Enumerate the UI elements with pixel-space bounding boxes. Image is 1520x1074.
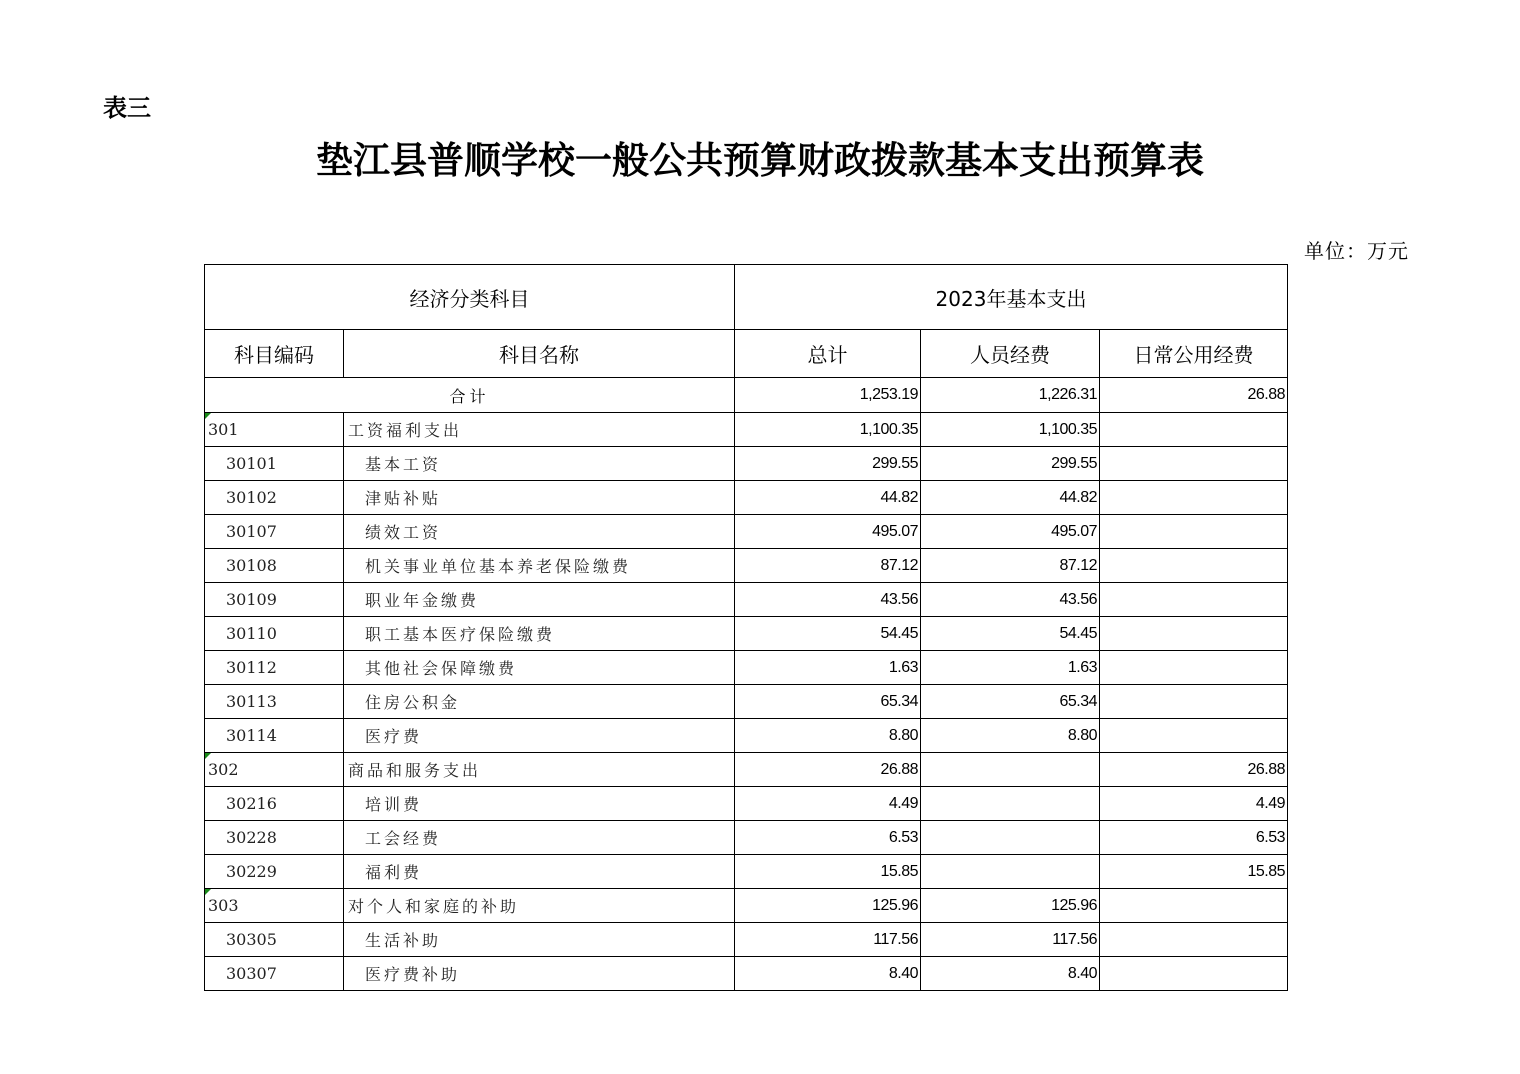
cell-code	[205, 889, 344, 923]
cell-name: 工资福利支出	[344, 413, 735, 447]
cell-personnel	[921, 787, 1100, 821]
table-row	[205, 685, 1288, 719]
cell-code: 30112	[205, 651, 344, 685]
cell-public	[1100, 685, 1288, 719]
cell-name: 绩效工资	[344, 515, 735, 549]
cell-total: 8.80	[735, 719, 921, 753]
cell-public	[1100, 923, 1288, 957]
table-row	[205, 719, 1288, 753]
cell-public	[1100, 413, 1288, 447]
cell-code: 30228	[205, 821, 344, 855]
cell-total: 1,100.35	[735, 413, 921, 447]
cell-name: 机关事业单位基本养老保险缴费	[344, 549, 735, 583]
table-row	[205, 889, 1288, 923]
cell-public	[1100, 617, 1288, 651]
table-row	[205, 651, 1288, 685]
cell-code: 30229	[205, 855, 344, 889]
cell-name: 职工基本医疗保险缴费	[344, 617, 735, 651]
header-row-columns	[205, 330, 1288, 378]
header-name: 科目名称	[344, 330, 735, 378]
cell-marker-icon	[205, 753, 211, 759]
cell-code: 30101	[205, 447, 344, 481]
cell-code-text: 303	[208, 896, 239, 915]
cell-public	[1100, 549, 1288, 583]
table-row	[205, 515, 1288, 549]
cell-personnel	[921, 821, 1100, 855]
cell-public: 15.85	[1100, 855, 1288, 889]
cell-personnel: 43.56	[921, 583, 1100, 617]
cell-public	[1100, 889, 1288, 923]
table-row	[205, 957, 1288, 991]
cell-total: 117.56	[735, 923, 921, 957]
cell-public: 4.49	[1100, 787, 1288, 821]
document-title: 垫江县普顺学校一般公共预算财政拨款基本支出预算表	[316, 138, 1204, 182]
cell-public	[1100, 651, 1288, 685]
cell-name: 津贴补贴	[344, 481, 735, 515]
cell-total: 44.82	[735, 481, 921, 515]
cell-code: 30108	[205, 549, 344, 583]
header-public: 日常公用经费	[1100, 330, 1288, 378]
cell-total: 87.12	[735, 549, 921, 583]
cell-total: 125.96	[735, 889, 921, 923]
table-row	[205, 549, 1288, 583]
cell-code-text: 301	[208, 420, 239, 439]
cell-personnel: 1,100.35	[921, 413, 1100, 447]
total-total: 1,253.19	[735, 378, 921, 413]
cell-personnel: 117.56	[921, 923, 1100, 957]
cell-code: 30102	[205, 481, 344, 515]
cell-name: 工会经费	[344, 821, 735, 855]
cell-total: 26.88	[735, 753, 921, 787]
header-total: 总计	[735, 330, 921, 378]
cell-total: 6.53	[735, 821, 921, 855]
cell-personnel: 8.40	[921, 957, 1100, 991]
cell-code: 30107	[205, 515, 344, 549]
cell-name: 住房公积金	[344, 685, 735, 719]
header-econ-category: 经济分类科目	[205, 265, 735, 330]
cell-name: 基本工资	[344, 447, 735, 481]
cell-public	[1100, 447, 1288, 481]
cell-personnel: 87.12	[921, 549, 1100, 583]
cell-total: 54.45	[735, 617, 921, 651]
table-row	[205, 481, 1288, 515]
cell-code: 30109	[205, 583, 344, 617]
cell-public: 26.88	[1100, 753, 1288, 787]
cell-code: 30216	[205, 787, 344, 821]
cell-name: 培训费	[344, 787, 735, 821]
cell-total: 15.85	[735, 855, 921, 889]
cell-personnel: 8.80	[921, 719, 1100, 753]
cell-personnel	[921, 753, 1100, 787]
cell-personnel: 495.07	[921, 515, 1100, 549]
total-personnel: 1,226.31	[921, 378, 1100, 413]
cell-public	[1100, 481, 1288, 515]
cell-marker-icon	[205, 889, 211, 895]
table-row	[205, 413, 1288, 447]
cell-name: 生活补助	[344, 923, 735, 957]
cell-personnel: 125.96	[921, 889, 1100, 923]
cell-name: 职业年金缴费	[344, 583, 735, 617]
cell-name: 医疗费	[344, 719, 735, 753]
cell-total: 299.55	[735, 447, 921, 481]
table-row	[205, 923, 1288, 957]
cell-code	[205, 413, 344, 447]
total-public: 26.88	[1100, 378, 1288, 413]
cell-total: 8.40	[735, 957, 921, 991]
header-code: 科目编码	[205, 330, 344, 378]
cell-code: 30110	[205, 617, 344, 651]
cell-public	[1100, 583, 1288, 617]
cell-total: 495.07	[735, 515, 921, 549]
cell-personnel: 299.55	[921, 447, 1100, 481]
cell-total: 4.49	[735, 787, 921, 821]
cell-code: 30307	[205, 957, 344, 991]
table-row	[205, 583, 1288, 617]
table-row	[205, 821, 1288, 855]
cell-public	[1100, 957, 1288, 991]
header-personnel: 人员经费	[921, 330, 1100, 378]
cell-public	[1100, 719, 1288, 753]
table-row	[205, 753, 1288, 787]
cell-personnel: 1.63	[921, 651, 1100, 685]
budget-table	[204, 264, 1288, 991]
cell-code-text: 302	[208, 760, 239, 779]
cell-code: 30305	[205, 923, 344, 957]
cell-personnel: 54.45	[921, 617, 1100, 651]
cell-code: 30114	[205, 719, 344, 753]
cell-public: 6.53	[1100, 821, 1288, 855]
header-basic-expenditure: 2023年基本支出	[735, 265, 1288, 330]
cell-name: 其他社会保障缴费	[344, 651, 735, 685]
cell-code	[205, 753, 344, 787]
cell-name: 医疗费补助	[344, 957, 735, 991]
table-row	[205, 617, 1288, 651]
cell-personnel: 44.82	[921, 481, 1100, 515]
cell-total: 1.63	[735, 651, 921, 685]
cell-name: 商品和服务支出	[344, 753, 735, 787]
table-row	[205, 447, 1288, 481]
cell-personnel: 65.34	[921, 685, 1100, 719]
cell-code: 30113	[205, 685, 344, 719]
table-label: 表三	[103, 94, 151, 122]
table-row	[205, 855, 1288, 889]
table-row	[205, 787, 1288, 821]
cell-marker-icon	[205, 413, 211, 419]
cell-name: 福利费	[344, 855, 735, 889]
cell-personnel	[921, 855, 1100, 889]
total-label: 合计	[205, 378, 735, 413]
header-row-top	[205, 265, 1288, 330]
cell-public	[1100, 515, 1288, 549]
cell-total: 65.34	[735, 685, 921, 719]
cell-name: 对个人和家庭的补助	[344, 889, 735, 923]
unit-label: 单位：万元	[1304, 239, 1409, 263]
total-row	[205, 378, 1288, 413]
cell-total: 43.56	[735, 583, 921, 617]
